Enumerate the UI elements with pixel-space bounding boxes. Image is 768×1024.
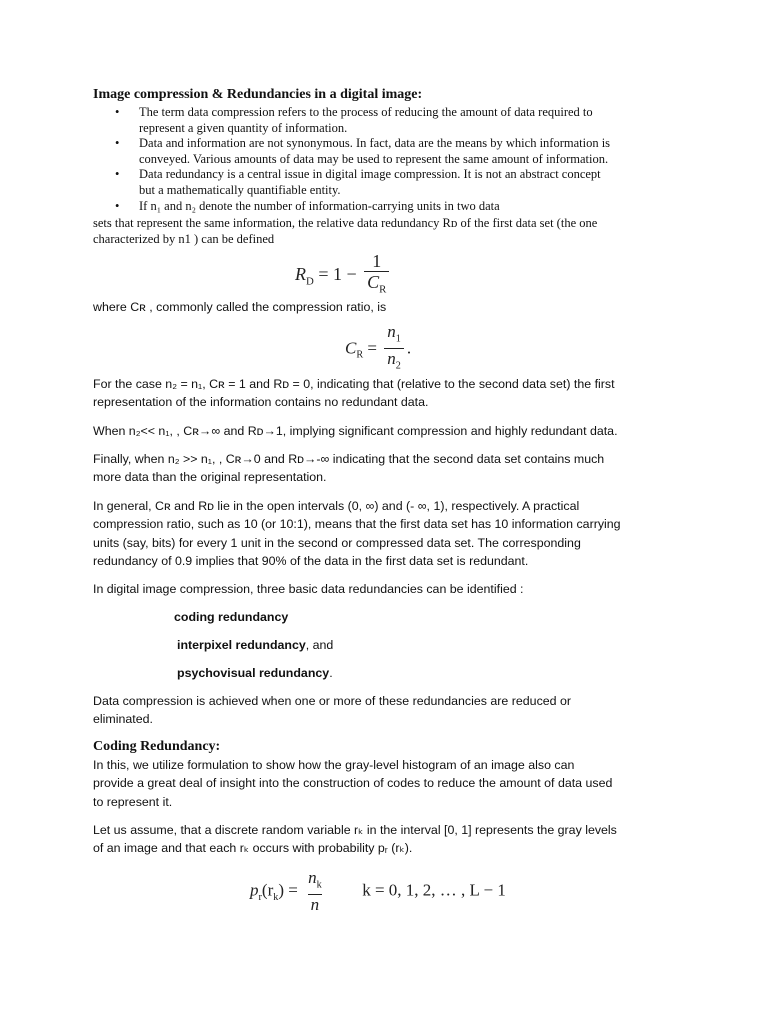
list-item: • If n₁ and n₂ denote the number of information-carrying units in two data (115, 198, 500, 213)
where-text: where Cʀ , commonly called the compression ratio, is (93, 300, 387, 314)
paragraph-case-equal: For the case n₂ = n₁, Cʀ = 1 and Rᴅ = 0, indicating that (relative to the second data set) the first representation of the information contains no redundant data. (93, 377, 615, 410)
paragraph-achieved: Data compression is achieved when one or more of these redundancies are reduced or eliminated. (93, 694, 572, 727)
paragraph-coding: In this, we utilize formulation to show how the gray-level histogram of an image also can provide a great deal of insight into the construction of codes to reduce the amount of data used to represent it. (93, 758, 613, 809)
page-title: Image compression & Redundancies in a digital image: (93, 87, 423, 102)
list-item: • Data redundancy is a central issue in digital image compression. It is not an abstract concept but a mathematically quantifiable entity. (115, 167, 601, 197)
bullet-icon: • (115, 167, 120, 182)
equation-compression-ratio: $C_R$ = $\frac{n_1}{n_2}$ . (345, 322, 411, 377)
section-heading: Coding Redundancy: (93, 739, 221, 754)
bullet-continuation: sets that represent the same information, the relative data redundancy Rᴅ of the first data set (the one characterized by n1 ) can be defined (93, 216, 598, 246)
bullet-icon: • (115, 136, 120, 151)
list-item: coding redundancy (174, 610, 289, 624)
bullet-icon: • (115, 105, 120, 119)
bullet-list (93, 105, 693, 214)
list-item: • Data and information are not synonymous. In fact, data are the means by which information is conveyed. Various amounts of data may be used to represent the same amount of information. (115, 136, 611, 166)
paragraph-case-greater: Finally, when n₂ >> n₁, , Cʀ→0 and Rᴅ→-∞ indicating that the second data set contains much more data than the original representation. (93, 452, 605, 485)
equation-probability: $p_r(r_k)$ = $\frac{n_k}{n}$ k = 0, 1, 2, … , L − 1 (250, 868, 506, 915)
list-item: interpixel redundancy, and (177, 638, 334, 652)
bullet-icon: • (115, 198, 120, 213)
list-item: • The term data compression refers to the process of reducing the amount of data required to represent a given quantity of information. (115, 105, 593, 135)
equation-redundancy: $R_D = 1$ − $\frac{1}{C_R}$ (295, 252, 392, 300)
list-item: psychovisual redundancy. (177, 666, 333, 680)
paragraph-three-redundancies: In digital image compression, three basic data redundancies can be identified : (93, 582, 524, 596)
paragraph-assume: Let us assume, that a discrete random variable rₖ in the interval [0, 1] represents the gray levels of an image and that each rₖ occurs with probability pᵣ (rₖ). (93, 823, 617, 856)
paragraph-general: In general, Cʀ and Rᴅ lie in the open intervals (0, ∞) and (- ∞, 1), respectively. A practical compression ratio, such as 10 (or 10:1), means that the first data set has 10 information carrying units (say, bits) for every 1 unit in the second or compressed data set. The corresponding redundancy of 0.9 implies that 90% of the data in the first data set is redundant. (93, 499, 621, 569)
paragraph-case-less: When n₂<< n₁, , Cʀ→∞ and Rᴅ→1, implying significant compression and highly redundant data. (93, 424, 618, 438)
